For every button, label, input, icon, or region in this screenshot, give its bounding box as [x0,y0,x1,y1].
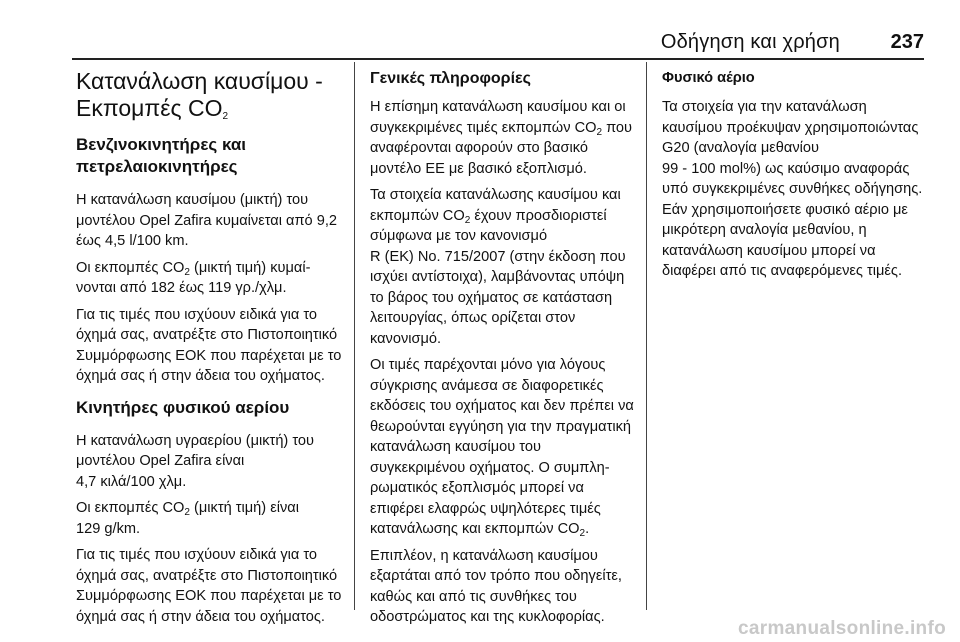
paragraph-fuel-consumption: Η κατανάλωση καυσίμου (μικτή) του μοντέλου Opel Zafira κυμαίνεται από 9,2 έως 4,5 l/100 km. [76,192,337,249]
watermark: carmanualsonline.info [738,618,946,639]
subheading-natural-gas-engines: Κινητήρες φυσικού αερίου [76,397,290,417]
paragraph-eec-certificate: Για τις τιμές που ισχύουν ειδικά για το όχημά σας, ανατρέξτε στο Πιστοποιητικό Συμμόρφωσης ΕΟΚ που παρέχεται με το όχημά σας ή στην άδεια του οχήματος. [76,306,342,384]
column-divider-2 [646,62,647,610]
subheading-general-info: Γενικές πληροφορίες [370,70,531,87]
paragraph-co2-emissions: Οι εκπομπές $CO_2$ (μικτή τιμή) κυμαίνονται από 182 έως 119 γρ./χλμ. [76,259,311,296]
paragraph-gas-eec-certificate: Για τις τιμές που ισχύουν ειδικά για το όχημά σας, ανατρέξτε στο Πιστοποιητικό Συμμόρφωσης ΕΟΚ που παρέχεται με το όχημά σας ή στην άδεια του οχήματος. [76,547,342,625]
running-header-title: Οδήγηση και χρήση [660,31,840,53]
column-divider-1 [354,62,355,610]
column-2 [370,62,634,634]
subheading-natural-gas: Φυσικό αέριο [662,70,755,86]
paragraph-g20-reference: Τα στοιχεία για την κατανάλωση καυσίμου προέκυψαν χρησιμοποιώντας G20 (αναλογία μεθανίου 99 - 100 mol%) ως καύσιμο αναφοράς υπό συγκεκριμένες συνθήκες οδήγησης. Εάν χρησιμοποιήσετε φυσικό αέριο με μικρότερη αναλογία μεθανίου, η κατανάλωση καυσίμου μπορεί να διαφέρει από τις αναφερόμενες τιμές. [662,99,923,279]
section-title: Κατανάλωση καυσίμου - Εκπομπές $CO_2$ [76,68,323,122]
header-rule [72,58,924,60]
paragraph-driving-conditions: Επιπλέον, η κατανάλωση καυσίμου εξαρτάται από τον τρόπο που οδηγείτε, καθώς και από τις συνθήκες του οδοστρώματος και της κυκλοφορίας. [370,547,622,625]
page-number: 237 [890,31,924,53]
column-3 [662,62,928,288]
paragraph-regulation: Τα στοιχεία κατανάλωσης καυσίμου και εκπομπών $CO_2$ έχουν προσδιοριστεί σύμφωνα με τον κανονισμό R (ΕΚ) No. 715/2007 (στην έκδοση που ισχύει αντίστοιχα), λαμβάνοντας υπόψη το βάρος του οχήματος σε κατάσταση λειτουργίας, όπως ορίζεται στον κανονισμό. [370,187,626,347]
paragraph-comparison: Οι τιμές παρέχονται μόνο για λόγους σύγκρισης ανάμεσα σε διαφορετικές εκδόσεις του οχήματος και δεν πρέπει να θεωρούνται εγγύηση για την πραγματική κατανάλωση καυσίμου του συγκεκριμένου οχήματος. Ο συμπληρωματικός εξοπλισμός μπορεί να επιφέρει ελαφρώς υψηλότερες τιμές κατανάλωσης και εκπομπών $CO_2$. [370,357,634,539]
paragraph-official-consumption: Η επίσημη κατανάλωση καυσίμου και οι συγκεκριμένες τιμές εκπομπών $CO_2$ που αναφέρονται αφορούν στο βασικό μοντέλο ΕΕ με βασικό εξοπλισμό. [370,99,633,177]
subheading-petrol-diesel: Βενζινοκινητήρες και πετρελαιοκινητήρες [76,135,247,176]
column-1 [76,62,344,633]
paragraph-gas-consumption: Η κατανάλωση υγραερίου (μικτή) του μοντέλου Opel Zafira είναι 4,7 κιλά/100 χλμ. [76,432,315,490]
paragraph-gas-co2: Οι εκπομπές $CO_2$ (μικτή τιμή) είναι 129 g/km. [76,500,299,537]
